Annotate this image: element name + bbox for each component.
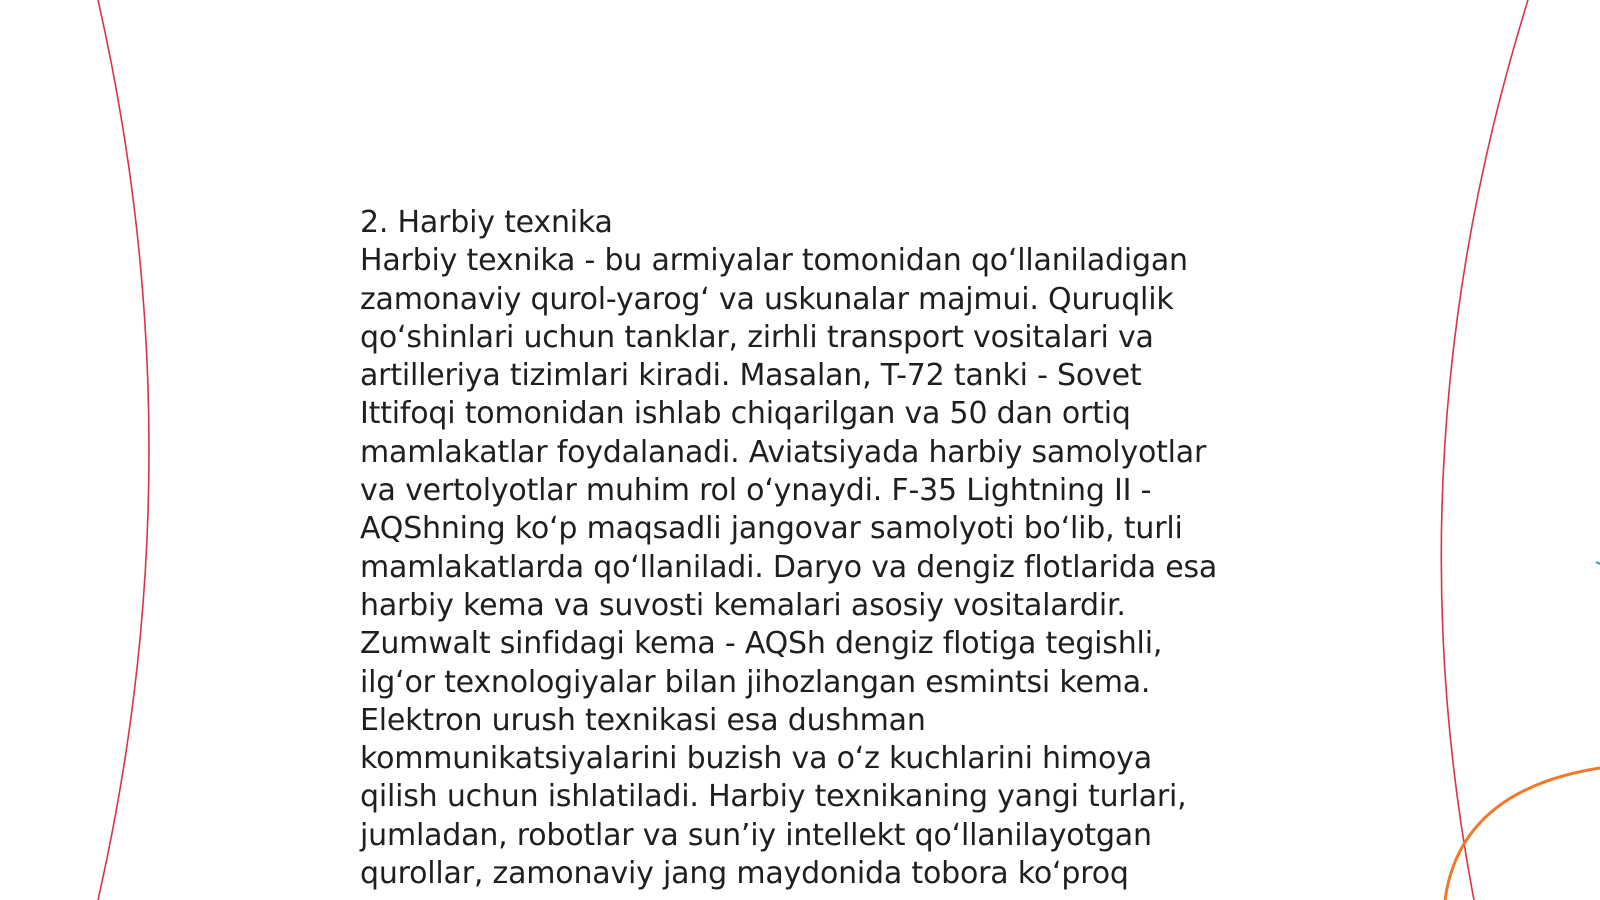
body-line: va vertolyotlar muhim rol oʻynaydi. F-35 Lightning II - [360,473,1152,509]
left-arc-line [98,0,149,900]
body-line: qoʻshinlari uchun tanklar, zirhli transport vositalari va [360,319,1154,355]
body-line: zamonaviy qurol-yarogʻ va uskunalar majmui. Quruqlik [360,281,1174,317]
body-line: harbiy kema va suvosti kemalari asosiy vositalardir. [360,587,1126,623]
body-line: mamlakatlar foydalanadi. Aviatsiyada harbiy samolyotlar [360,434,1207,470]
slide-text-box [360,204,1220,893]
body-line: ilgʻor texnologiyalar bilan jihozlangan esmintsi kema. [360,664,1151,700]
body-line: Harbiy texnika - bu armiyalar tomonidan qoʻllaniladigan [360,243,1188,279]
body-line: qilish uchun ishlatiladi. Harbiy texnikaning yangi turlari, [360,779,1187,815]
orange-accent-arc [1445,768,1600,900]
body-line: AQShning koʻp maqsadli jangovar samolyoti boʻlib, turli [360,511,1183,547]
body-line: Zumwalt sinfidagi kema - AQSh dengiz flotiga tegishli, [360,626,1163,662]
body-line: mamlakatlarda qoʻllaniladi. Daryo va dengiz flotlarida esa [360,549,1218,585]
teal-accent-mark [1596,562,1600,564]
body-line: qurollar, zamonaviy jang maydonida tobora koʻproq [360,856,1129,892]
body-line: Ittifoqi tomonidan ishlab chiqarilgan va 50 dan ortiq [360,396,1131,432]
slide-heading: 2. Harbiy texnika [360,205,613,240]
body-line: kommunikatsiyalarini buzish va oʻz kuchlarini himoya [360,741,1152,777]
body-line: Elektron urush texnikasi esa dushman [360,702,926,738]
right-arc-line [1441,0,1528,900]
body-line: jumladan, robotlar va sunʼiy intellekt qoʻllanilayotgan [360,817,1152,853]
body-line: artilleriya tizimlari kiradi. Masalan, T-72 tanki - Sovet [360,358,1142,394]
